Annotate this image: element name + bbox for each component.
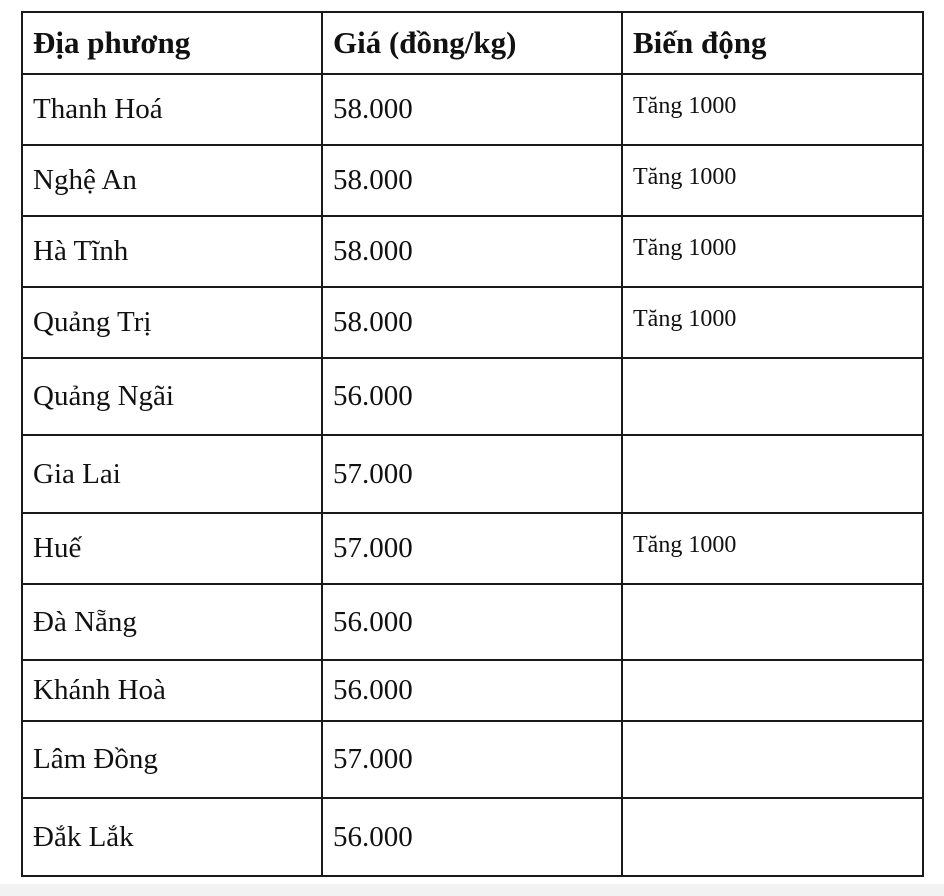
table-row bbox=[22, 513, 923, 584]
table-header-row bbox=[22, 12, 923, 74]
table-row bbox=[22, 145, 923, 216]
cell-change bbox=[622, 721, 923, 798]
cell-change: Tăng 1000 bbox=[622, 74, 923, 145]
cell-price: 57.000 bbox=[322, 513, 622, 584]
cell-location: Lâm Đồng bbox=[22, 721, 322, 798]
header-location: Địa phương bbox=[22, 12, 322, 74]
cell-change bbox=[622, 660, 923, 721]
table-row bbox=[22, 216, 923, 287]
cell-change bbox=[622, 798, 923, 876]
cell-change bbox=[622, 358, 923, 435]
cell-location: Hà Tĩnh bbox=[22, 216, 322, 287]
cell-change: Tăng 1000 bbox=[622, 287, 923, 358]
cell-change: Tăng 1000 bbox=[622, 513, 923, 584]
cell-location: Quảng Trị bbox=[22, 287, 322, 358]
table-row bbox=[22, 287, 923, 358]
price-table bbox=[21, 11, 924, 877]
cell-price: 56.000 bbox=[322, 358, 622, 435]
table-row bbox=[22, 584, 923, 660]
bottom-band bbox=[0, 884, 944, 896]
cell-change bbox=[622, 584, 923, 660]
cell-change: Tăng 1000 bbox=[622, 145, 923, 216]
table-row bbox=[22, 798, 923, 876]
cell-price: 56.000 bbox=[322, 584, 622, 660]
cell-location: Thanh Hoá bbox=[22, 74, 322, 145]
cell-price: 58.000 bbox=[322, 145, 622, 216]
cell-price: 56.000 bbox=[322, 660, 622, 721]
table-body bbox=[22, 74, 923, 876]
cell-price: 58.000 bbox=[322, 74, 622, 145]
table-row bbox=[22, 721, 923, 798]
table-row bbox=[22, 660, 923, 721]
cell-change bbox=[622, 435, 923, 513]
cell-location: Nghệ An bbox=[22, 145, 322, 216]
table-row bbox=[22, 358, 923, 435]
cell-location: Huế bbox=[22, 513, 322, 584]
cell-location: Đà Nẵng bbox=[22, 584, 322, 660]
cell-location: Đắk Lắk bbox=[22, 798, 322, 876]
cell-location: Gia Lai bbox=[22, 435, 322, 513]
cell-price: 58.000 bbox=[322, 287, 622, 358]
cell-location: Quảng Ngãi bbox=[22, 358, 322, 435]
header-price: Giá (đồng/kg) bbox=[322, 12, 622, 74]
cell-price: 58.000 bbox=[322, 216, 622, 287]
table-row bbox=[22, 435, 923, 513]
header-change: Biến động bbox=[622, 12, 923, 74]
cell-price: 56.000 bbox=[322, 798, 622, 876]
cell-price: 57.000 bbox=[322, 721, 622, 798]
cell-price: 57.000 bbox=[322, 435, 622, 513]
cell-location: Khánh Hoà bbox=[22, 660, 322, 721]
cell-change: Tăng 1000 bbox=[622, 216, 923, 287]
table-row bbox=[22, 74, 923, 145]
